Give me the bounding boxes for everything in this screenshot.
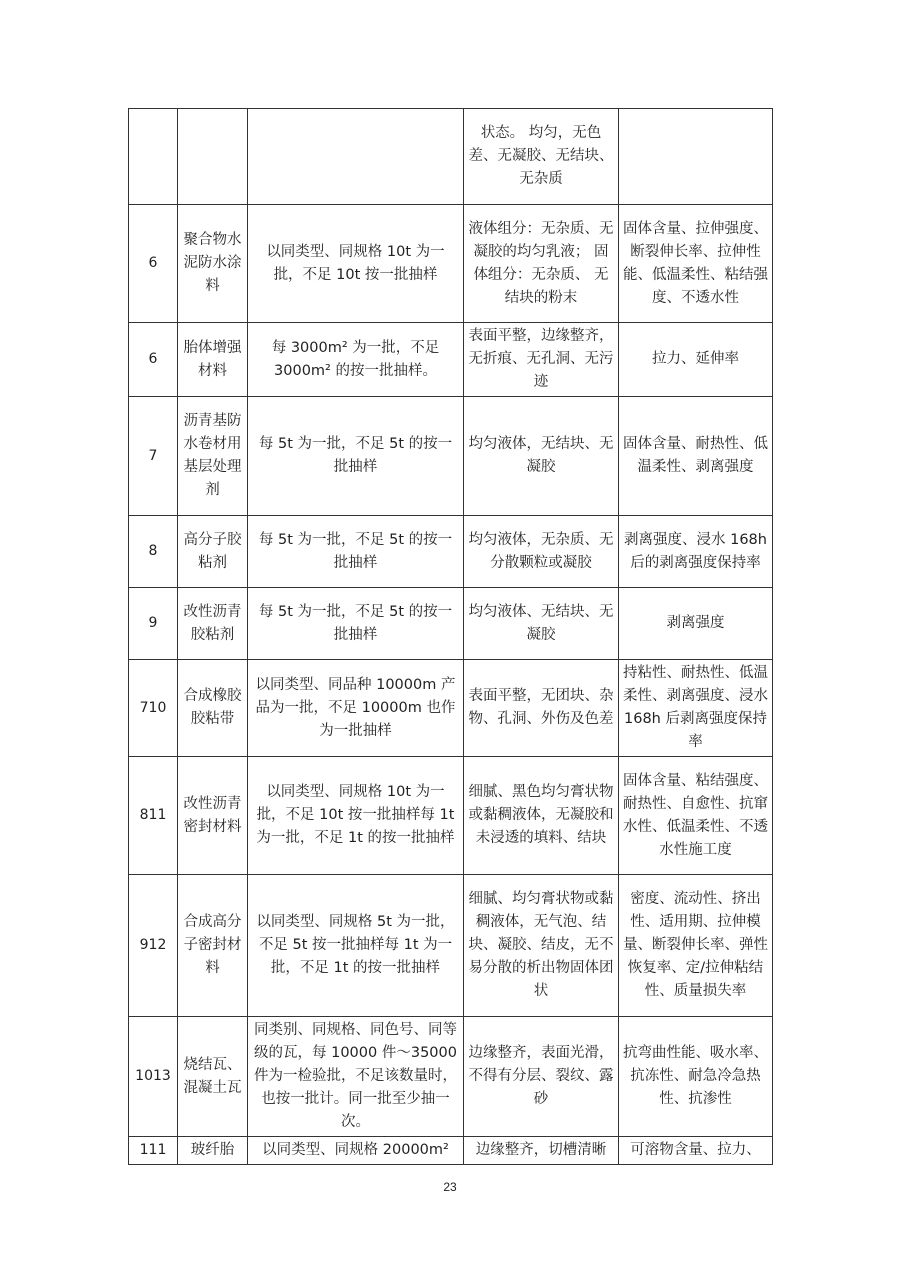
row-number: 6 xyxy=(129,323,178,397)
row-number xyxy=(129,109,178,205)
appearance-requirement: 边缘整齐，表面光滑，不得有分层、裂纹、露砂 xyxy=(464,1017,619,1137)
row-number: 9 xyxy=(129,588,178,660)
appearance-requirement: 表面平整，边缘整齐，无折痕、无孔洞、无污迹 xyxy=(464,323,619,397)
batch-rule: 以同类型、同规格 10t 为一批，不足 10t 按一批抽样每 1t 为一批，不足 1t 的按一批抽样 xyxy=(248,757,464,875)
test-items: 密度、流动性、挤出性、适用期、拉伸模量、断裂伸长率、弹性恢复率、定/拉伸粘结性、质量损失率 xyxy=(619,875,773,1017)
table-row xyxy=(129,1017,773,1137)
row-number: 8 xyxy=(129,516,178,588)
table-row xyxy=(129,205,773,323)
row-number: 7 xyxy=(129,397,178,516)
material-name: 沥青基防水卷材用基层处理剂 xyxy=(178,397,248,516)
row-number: 710 xyxy=(129,660,178,757)
material-name: 玻纤胎 xyxy=(178,1137,248,1165)
test-items: 固体含量、粘结强度、耐热性、自愈性、抗窜水性、低温柔性、不透水性施工度 xyxy=(619,757,773,875)
table-row xyxy=(129,516,773,588)
material-name: 胎体增强材料 xyxy=(178,323,248,397)
material-name: 烧结瓦、混凝土瓦 xyxy=(178,1017,248,1137)
batch-rule: 每 5t 为一批，不足 5t 的按一批抽样 xyxy=(248,516,464,588)
test-items: 固体含量、耐热性、低温柔性、剥离强度 xyxy=(619,397,773,516)
batch-rule: 以同类型、同规格 10t 为一批，不足 10t 按一批抽样 xyxy=(248,205,464,323)
batch-rule: 以同类型、同品种 10000m 产品为一批，不足 10000m 也作为一批抽样 xyxy=(248,660,464,757)
material-name: 改性沥青密封材料 xyxy=(178,757,248,875)
material-name xyxy=(178,109,248,205)
page-number: 23 xyxy=(443,1180,457,1194)
batch-rule: 每 5t 为一批，不足 5t 的按一批抽样 xyxy=(248,397,464,516)
test-items: 持粘性、耐热性、低温柔性、剥离强度、浸水 168h 后剥离强度保持率 xyxy=(619,660,773,757)
batch-rule: 每 3000m² 为一批，不足 3000m² 的按一批抽样。 xyxy=(248,323,464,397)
table-row xyxy=(129,323,773,397)
row-number: 111 xyxy=(129,1137,178,1165)
appearance-requirement: 细腻、黑色均匀膏状物或黏稠液体，无凝胶和未浸透的填料、结块 xyxy=(464,757,619,875)
test-items: 拉力、延伸率 xyxy=(619,323,773,397)
table-row xyxy=(129,757,773,875)
table-row xyxy=(129,660,773,757)
batch-rule: 以同类型、同规格 20000m² xyxy=(248,1137,464,1165)
material-name: 聚合物水泥防水涂料 xyxy=(178,205,248,323)
material-name: 改性沥青胶粘剂 xyxy=(178,588,248,660)
batch-rule: 同类别、同规格、同色号、同等级的瓦，每 10000 件～35000 件为一检验批，不足该数量时，也按一批计。同一批至少抽一次。 xyxy=(248,1017,464,1137)
appearance-requirement: 均匀液体，无杂质、无分散颗粒或凝胶 xyxy=(464,516,619,588)
test-items: 剥离强度 xyxy=(619,588,773,660)
spec-table xyxy=(128,108,773,1165)
batch-rule xyxy=(248,109,464,205)
appearance-requirement: 均匀液体，无结块、无凝胶 xyxy=(464,397,619,516)
batch-rule: 每 5t 为一批，不足 5t 的按一批抽样 xyxy=(248,588,464,660)
test-items: 剥离强度、浸水 168h 后的剥离强度保持率 xyxy=(619,516,773,588)
appearance-requirement: 细腻、均匀膏状物或黏稠液体，无气泡、结块、凝胶、结皮，无不易分散的析出物固体团状 xyxy=(464,875,619,1017)
material-name: 高分子胶粘剂 xyxy=(178,516,248,588)
appearance-requirement: 边缘整齐，切槽清晰 xyxy=(464,1137,619,1165)
appearance-requirement: 状态。 均匀，无色差、无凝胶、无结块、无杂质 xyxy=(464,109,619,205)
appearance-requirement: 表面平整，无团块、杂物、孔洞、外伤及色差 xyxy=(464,660,619,757)
table-row xyxy=(129,109,773,205)
table-row xyxy=(129,875,773,1017)
table-row xyxy=(129,588,773,660)
row-number: 912 xyxy=(129,875,178,1017)
material-name: 合成橡胶胶粘带 xyxy=(178,660,248,757)
test-items: 抗弯曲性能、吸水率、抗冻性、耐急冷急热性、抗渗性 xyxy=(619,1017,773,1137)
table-row xyxy=(129,397,773,516)
test-items: 固体含量、拉伸强度、断裂伸长率、拉伸性能、低温柔性、粘结强度、不透水性 xyxy=(619,205,773,323)
test-items xyxy=(619,109,773,205)
row-number: 6 xyxy=(129,205,178,323)
appearance-requirement: 液体组分：无杂质、无凝胶的均匀乳液； 固体组分：无杂质、 无结块的粉末 xyxy=(464,205,619,323)
appearance-requirement: 均匀液体、无结块、无凝胶 xyxy=(464,588,619,660)
table-row xyxy=(129,1137,773,1165)
row-number: 1013 xyxy=(129,1017,178,1137)
material-name: 合成高分子密封材料 xyxy=(178,875,248,1017)
test-items: 可溶物含量、拉力、 xyxy=(619,1137,773,1165)
row-number: 811 xyxy=(129,757,178,875)
batch-rule: 以同类型、同规格 5t 为一批，不足 5t 按一批抽样每 1t 为一批，不足 1t 的按一批抽样 xyxy=(248,875,464,1017)
